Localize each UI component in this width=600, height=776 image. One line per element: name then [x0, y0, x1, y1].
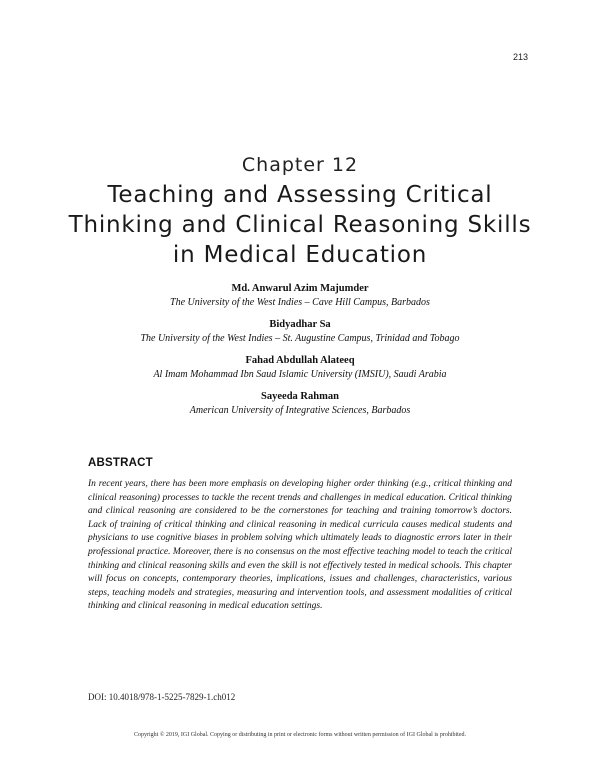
author-block — [0, 390, 600, 417]
author-name: Md. Anwarul Azim Majumder — [231, 283, 369, 294]
abstract-text: In recent years, there has been more emphasis on developing higher order thinking (e.g., critical thinking and clinical reasoning) processes to tackle the recent trends and challenges in medical education. Critical thinking and clinical reasoning are considered to be the cornerstones for teaching and training tomorrow’s doctors. Lack of training of critical thinking and clinical reasoning in medical curricula causes medical students and physicians to use cognitive biases in problem solving which ultimately leads to diagnostic errors later in their professional practice. Moreover, there is no consensus on the most effective teaching model to teach the critical thinking and clinical reasoning skills and even the skill is not effectively tested in medical schools. This chapter will focus on concepts, contemporary theories, implications, issues and challenges, characteristics, various steps, teaching models and strategies, measuring and intervention tools, and assessment modalities of critical thinking and clinical reasoning in medical education settings. — [88, 479, 512, 612]
author-affiliation: The University of the West Indies – St. Augustine Campus, Trinidad and Tobago — [140, 333, 460, 344]
abstract-heading: ABSTRACT — [88, 457, 153, 469]
author-affiliation: American University of Integrative Sciences, Barbados — [189, 405, 411, 416]
author-affiliation: The University of the West Indies – Cave Hill Campus, Barbados — [170, 297, 430, 308]
author-block — [0, 318, 600, 345]
doi-text: DOI: 10.4018/978-1-5225-7829-1.ch012 — [88, 692, 236, 702]
author-affiliation: Al Imam Mohammad Ibn Saud Islamic University (IMSIU), Saudi Arabia — [153, 369, 447, 380]
author-block — [0, 354, 600, 381]
author-list — [0, 282, 600, 426]
chapter-title: Teaching and Assessing Critical Thinking and Clinical Reasoning Skills in Medical Education — [68, 182, 532, 268]
author-name: Bidyadhar Sa — [269, 319, 331, 330]
author-name: Fahad Abdullah Alateeq — [245, 355, 355, 366]
chapter-label: Chapter 12 — [241, 154, 359, 176]
author-block — [0, 282, 600, 309]
page-number: 213 — [512, 52, 528, 62]
copyright-notice: Copyright © 2019, IGI Global. Copying or distributing in print or electronic forms without written permission of IGI Global is prohibited. — [133, 732, 466, 738]
author-name: Sayeeda Rahman — [261, 391, 339, 402]
